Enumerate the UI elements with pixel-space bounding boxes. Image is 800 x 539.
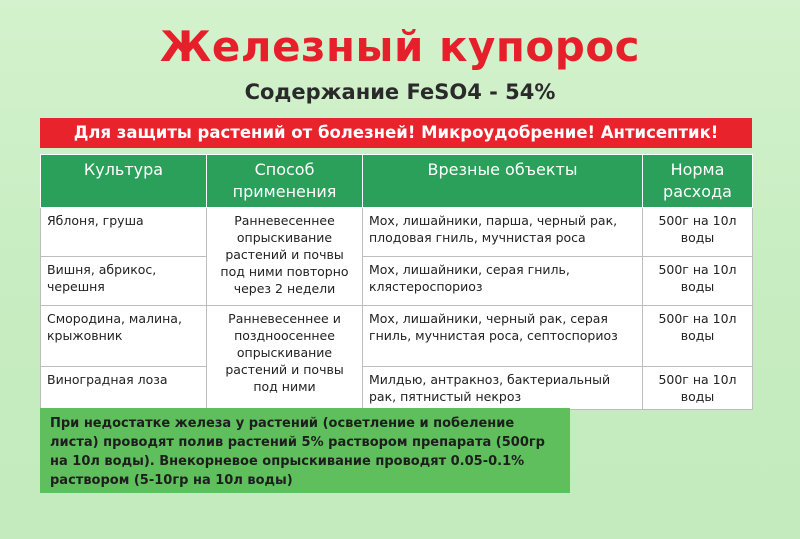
cell-norm: 500г на 10л воды (643, 208, 753, 257)
table-header-row (41, 155, 753, 208)
cell-norm: 500г на 10л воды (643, 367, 753, 410)
cell-crop: Виноградная лоза (41, 367, 207, 410)
page-title: Железный купорос (159, 22, 641, 71)
page-subtitle: Содержание FeSO4 - 54% (244, 80, 556, 104)
header-norm-line2: расхода (663, 182, 732, 201)
table-row (41, 257, 753, 306)
cell-norm: 500г на 10л воды (643, 306, 753, 367)
usage-table (40, 154, 753, 410)
header-objects (363, 155, 643, 208)
cell-method: Ранневесеннее опрыскивание растений и почвы под ними повторно через 2 недели (207, 208, 363, 306)
cell-objects: Милдью, антракноз, бактериальный рак, пятнистый некроз (363, 367, 643, 410)
header-crop (41, 155, 207, 208)
header-crop-label: Культура (83, 160, 164, 179)
header-norm-line1: Норма (670, 160, 725, 179)
cell-crop: Яблоня, груша (41, 208, 207, 257)
cell-objects: Мох, лишайники, парша, черный рак, плодовая гниль, мучнистая роса (363, 208, 643, 257)
cell-crop: Вишня, абрикос, черешня (41, 257, 207, 306)
header-method-line1: Способ (254, 160, 315, 179)
table-row (41, 306, 753, 367)
cell-crop: Смородина, малина, крыжовник (41, 306, 207, 367)
iron-deficiency-note: При недостатке железа у растений (осветление и побеление листа) проводят полив растений 5% раствором препарата (500гр на 10л воды). Внекорневое опрыскивание проводят 0.05-0.1% раствором (5-10гр на 10л воды) (40, 408, 570, 493)
header-objects-label: Врезные объекты (427, 160, 578, 179)
red-banner: Для защиты растений от болезней! Микроудобрение! Антисептик! (40, 118, 752, 148)
cell-norm: 500г на 10л воды (643, 257, 753, 306)
table-row (41, 367, 753, 410)
cell-objects: Мох, лишайники, черный рак, серая гниль, мучнистая роса, септоспориоз (363, 306, 643, 367)
header-method-line2: применения (232, 182, 337, 201)
table-row (41, 208, 753, 257)
header-method (207, 155, 363, 208)
cell-method: Ранневесеннее и поздноосеннее опрыскивание растений и почвы под ними (207, 306, 363, 410)
cell-objects: Мох, лишайники, серая гниль, клястероспориоз (363, 257, 643, 306)
header-norm (643, 155, 753, 208)
